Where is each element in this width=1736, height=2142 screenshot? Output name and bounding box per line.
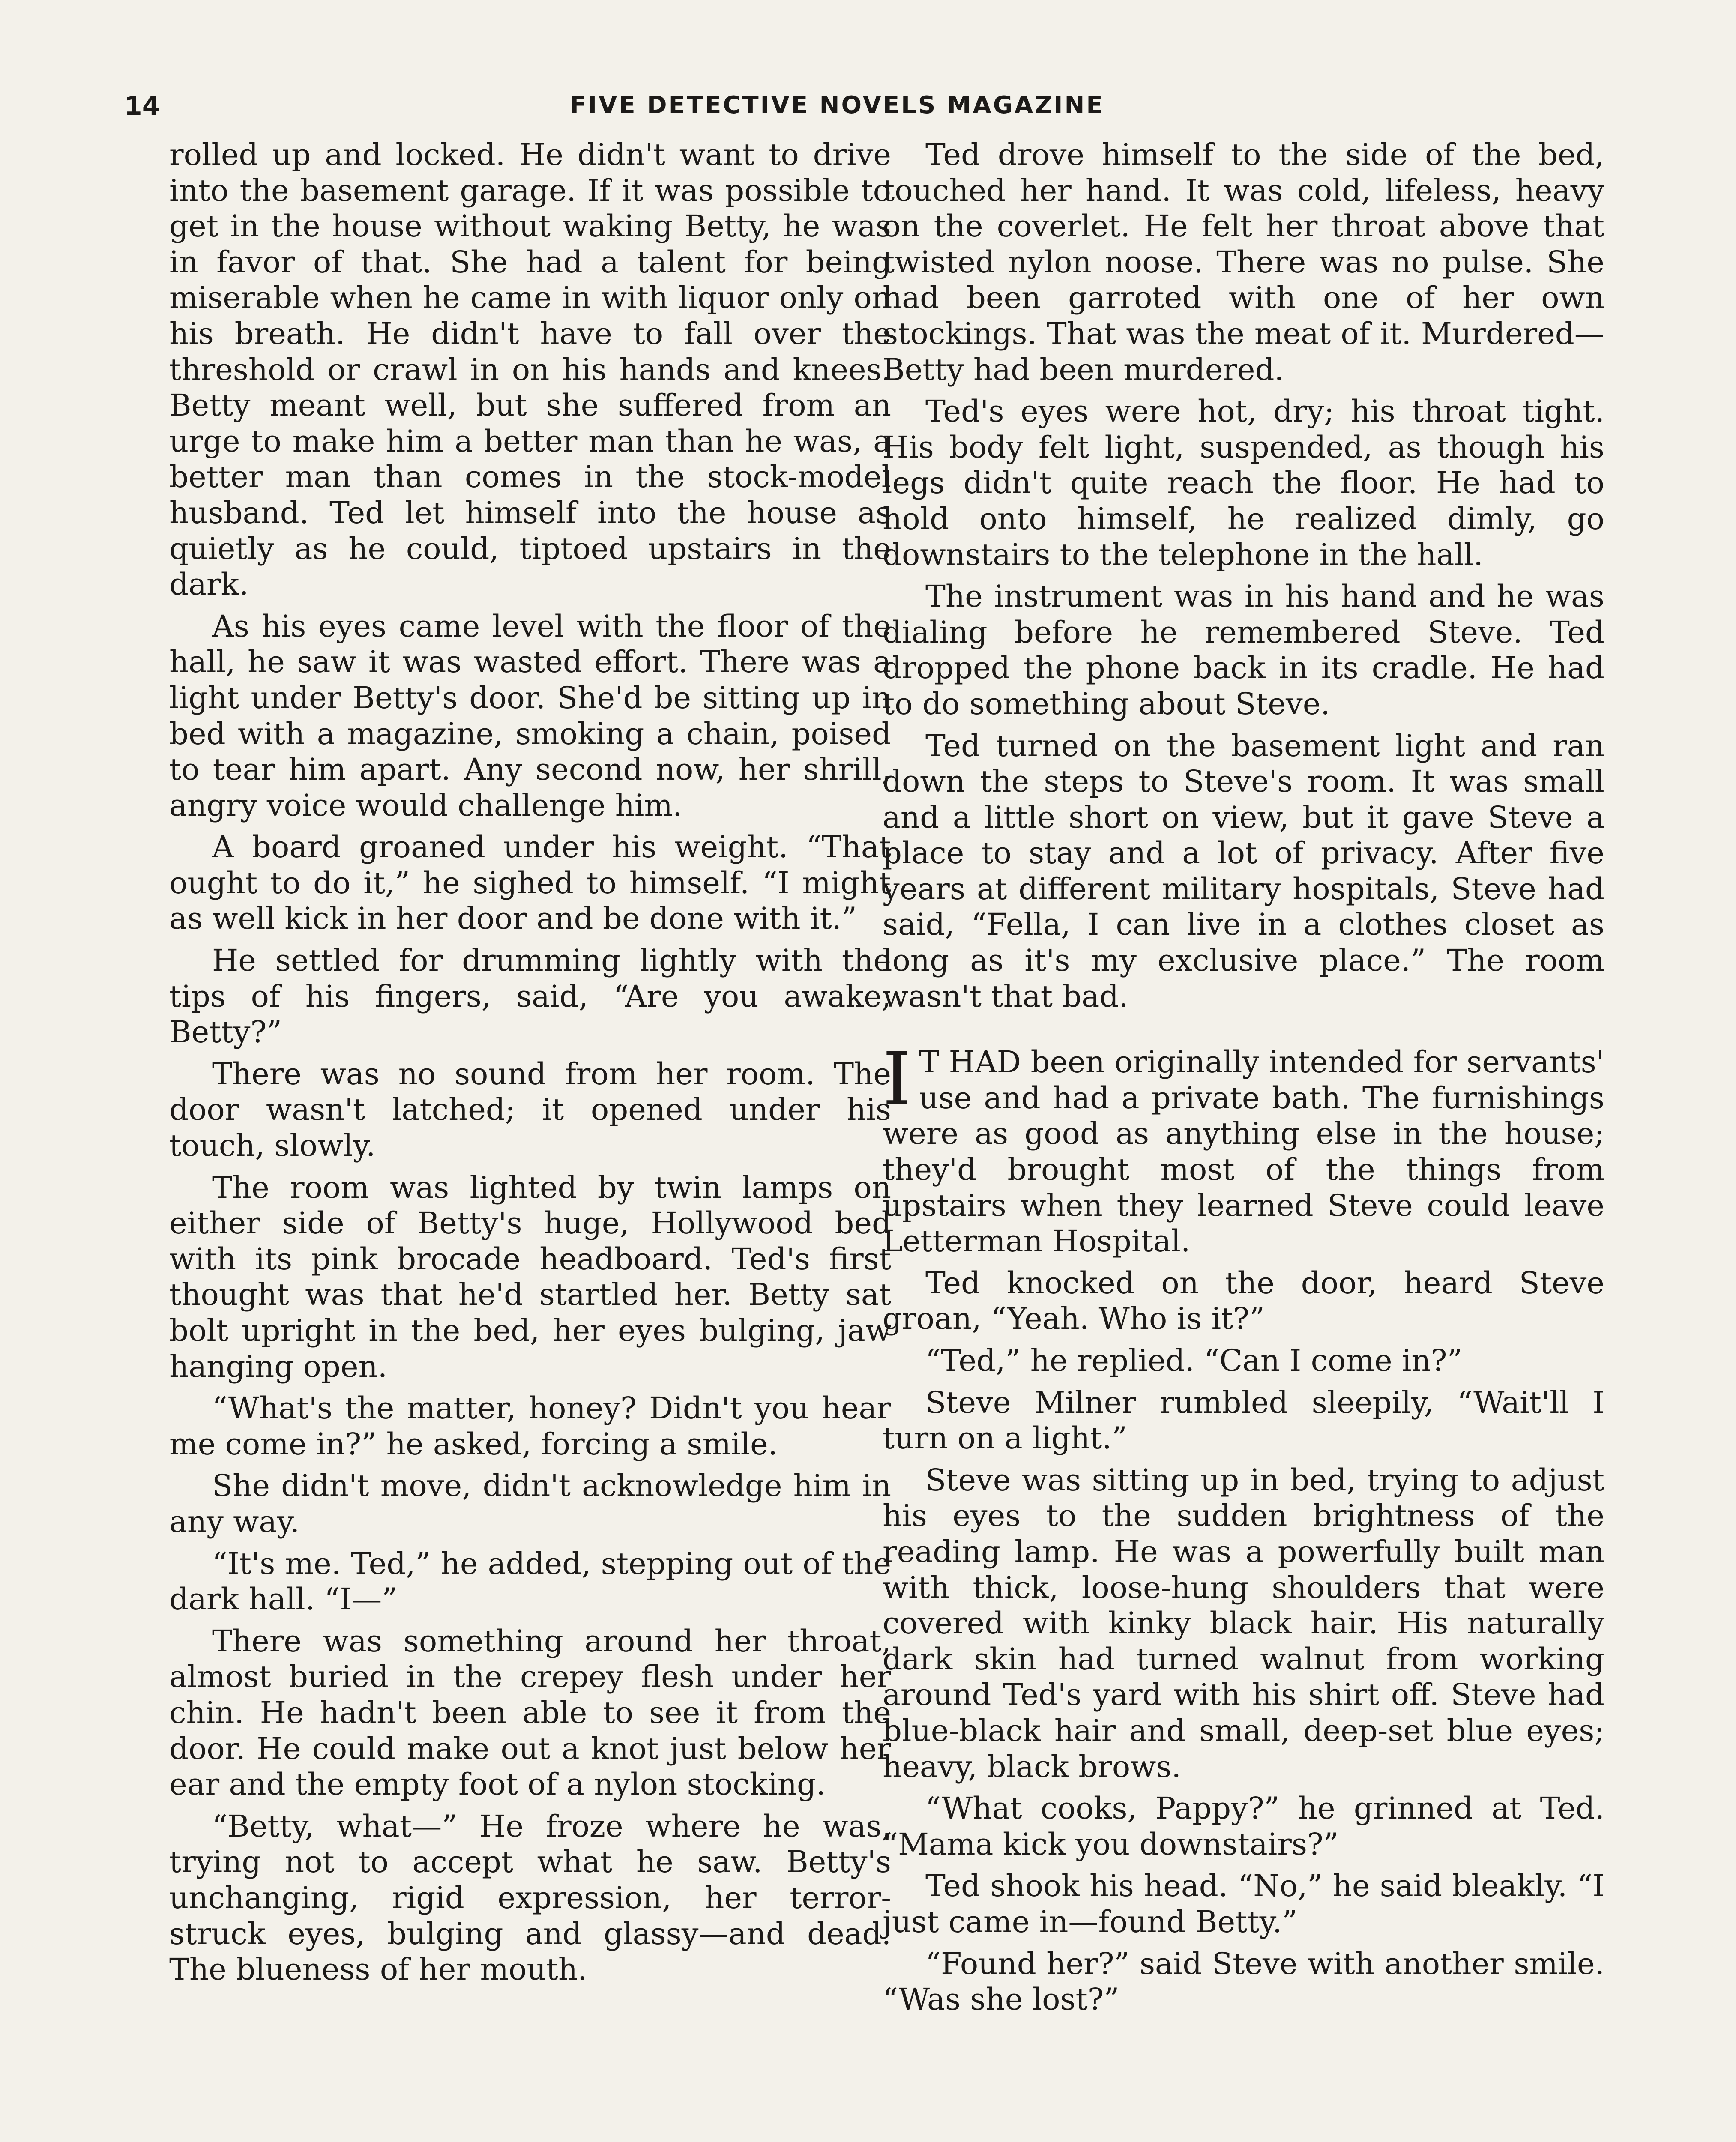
paragraph: Ted turned on the basement light and ran down the steps to Steve's room. It was small and a little short on view, but it gave Steve a place to stay and a lot of privacy. After five years at different military hospitals, Steve had said, “Fella, I can live in a clothes closet as long as it's my exclusive place.” The room wasn't that bad. <box>883 728 1604 1014</box>
paragraph: There was no sound from her room. The door wasn't latched; it opened under his touch, slowly. <box>169 1056 891 1164</box>
paragraph: “Betty, what—” He froze where he was, trying not to accept what he saw. Betty's unchanging, rigid expression, her terror-struck eyes, bulging and glassy—and dead. The blueness of her mouth. <box>169 1808 891 1987</box>
page-number: 14 <box>124 91 160 121</box>
left-column <box>169 137 891 1994</box>
paragraph: Ted's eyes were hot, dry; his throat tight. His body felt light, suspended, as though his legs didn't quite reach the floor. He had to hold onto himself, he realized dimly, go downstairs to the telephone in the hall. <box>883 394 1604 572</box>
running-head: FIVE DETECTIVE NOVELS MAGAZINE <box>570 91 1104 119</box>
paragraph: “It's me. Ted,” he added, stepping out of the dark hall. “I—” <box>169 1546 891 1617</box>
section-opening-text: T HAD been originally intended for servants' use and had a private bath. The furnishings were as good as anything else in the house; they'd brought most of the things from upstairs when they learned Steve could leave Letterman Hospital. <box>883 1044 1604 1259</box>
paragraph: “What's the matter, honey? Didn't you hear me come in?” he asked, forcing a smile. <box>169 1391 891 1462</box>
paragraph: Steve was sitting up in bed, trying to adjust his eyes to the sudden brightness of the reading lamp. He was a powerfully built man with thick, loose-hung shoulders that were covered with kinky black hair. His naturally dark skin had turned walnut from working around Ted's yard with his shirt off. Steve had blue-black hair and small, deep-set blue eyes; heavy, black brows. <box>883 1462 1604 1784</box>
paragraph: Steve Milner rumbled sleepily, “Wait'll I turn on a light.” <box>883 1385 1604 1456</box>
paragraph: He settled for drumming lightly with the tips of his fingers, said, “Are you awake, Betty?” <box>169 943 891 1050</box>
paragraph: “What cooks, Pappy?” he grinned at Ted. “Mama kick you downstairs?” <box>883 1791 1604 1862</box>
paragraph: Ted shook his head. “No,” he said bleakly. “I just came in—found Betty.” <box>883 1868 1604 1939</box>
paragraph: A board groaned under his weight. “That ought to do it,” he sighed to himself. “I might as well kick in her door and be done with it.” <box>169 829 891 936</box>
paragraph: “Ted,” he replied. “Can I come in?” <box>925 1343 1463 1378</box>
paragraph: “Found her?” said Steve with another smile. “Was she lost?” <box>883 1946 1604 2017</box>
paragraph: She didn't move, didn't acknowledge him in any way. <box>169 1468 891 1539</box>
paragraph: The room was lighted by twin lamps on either side of Betty's huge, Hollywood bed with its pink brocade headboard. Ted's first thought was that he'd startled her. Betty sat bolt upright in the bed, her eyes bulging, jaw hanging open. <box>169 1170 891 1384</box>
paragraph: The instrument was in his hand and he was dialing before he remembered Steve. Ted dropped the phone back in its cradle. He had to do something about Steve. <box>883 579 1604 721</box>
paragraph: Ted knocked on the door, heard Steve groan, “Yeah. Who is it?” <box>883 1265 1604 1337</box>
paragraph: rolled up and locked. He didn't want to drive into the basement garage. If it was possible to get in the house without waking Betty, he was in favor of that. She had a talent for being miserable when he came in with liquor only on his breath. He didn't have to fall over the threshold or crawl in on his hands and knees. Betty meant well, but she suffered from an urge to make him a better man than he was, a better man than comes in the stock-model husband. Ted let himself into the house as quietly as he could, tiptoed upstairs in the dark. <box>169 137 891 602</box>
paragraph: As his eyes came level with the floor of the hall, he saw it was wasted effort. There was a light under Betty's door. She'd be sitting up in bed with a magazine, smoking a chain, poised to tear him apart. Any second now, her shrill, angry voice would challenge him. <box>169 608 891 823</box>
paragraph: Ted drove himself to the side of the bed, touched her hand. It was cold, lifeless, heavy on the coverlet. He felt her throat above that twisted nylon noose. There was no pulse. She had been garroted with one of her own stockings. That was the meat of it. Murdered—Betty had been murdered. <box>883 137 1604 387</box>
right-column <box>883 137 1604 2024</box>
paragraph: There was something around her throat, almost buried in the crepey flesh under her chin. He hadn't been able to see it from the door. He could make out a knot just below her ear and the empty foot of a nylon stocking. <box>169 1623 891 1802</box>
drop-cap: I <box>883 1037 912 1122</box>
section-opening-paragraph <box>883 1037 1604 1259</box>
